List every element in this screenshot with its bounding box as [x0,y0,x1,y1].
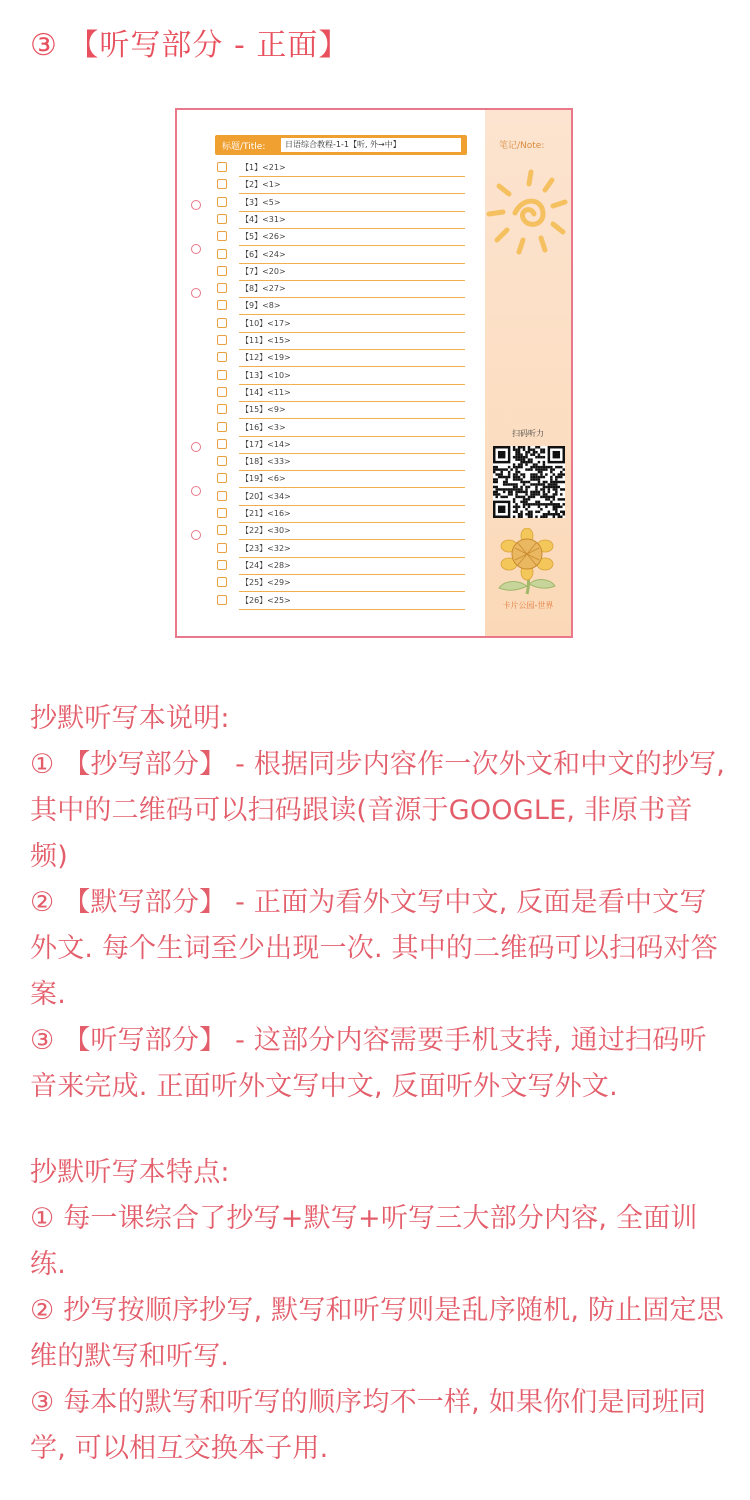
dictation-row [217,454,465,471]
row-checkbox[interactable] [217,491,227,501]
intro-title: 抄默听写本说明: [30,703,230,734]
dictation-row [217,541,465,558]
dictation-row [217,281,465,298]
worksheet-card [175,108,573,638]
row-checkbox[interactable] [217,179,227,189]
dictation-row [217,264,465,281]
row-label: 【6】<24> [241,249,286,259]
dictation-row [217,350,465,367]
row-label: 【11】<15> [241,336,291,345]
qr-caption: 扫码听力 [512,429,544,438]
binder-hole [191,530,201,540]
row-checkbox[interactable] [217,300,227,310]
dictation-row [217,229,465,246]
row-checkbox[interactable] [217,335,227,345]
row-label: 【3】<5> [241,197,281,207]
row-checkbox[interactable] [217,473,227,483]
dictation-row [217,506,465,523]
sunflower-icon [493,528,563,598]
dictation-row [217,523,465,540]
row-label: 【2】<1> [241,180,281,190]
brand-label: 卡片公园-世界 [502,601,554,610]
dictation-row [217,316,465,333]
dictation-row [217,402,465,419]
feature-item: ③ 每本的默写和听写的顺序均不一样, 如果你们是同班同学, 可以相互交换本子用. [30,1387,707,1464]
row-checkbox[interactable] [217,214,227,224]
row-label: 【10】<17> [241,318,291,328]
binder-hole [191,486,201,496]
row-checkbox[interactable] [217,595,227,605]
row-label: 【13】<10> [241,370,291,380]
dictation-row [217,212,465,229]
row-checkbox[interactable] [217,231,227,241]
description [30,696,730,1472]
section-heading: ③ 【听写部分 - 正面】 [30,28,350,63]
binder-hole [191,200,201,210]
dictation-row [217,368,465,385]
row-checkbox[interactable] [217,543,227,553]
spacer [30,1110,730,1150]
row-label: 【5】<26> [241,232,286,242]
row-checkbox[interactable] [217,577,227,587]
row-label: 【25】<29> [241,578,291,588]
dictation-row [217,575,465,592]
row-label: 【17】<14> [241,439,291,449]
intro-item: ② 【默写部分】 - 正面为看外文写中文, 反面是看中文写外文. 每个生词至少出现一次. 其中的二维码可以扫码对答案. [30,887,718,1010]
feature-item: ② 抄写按顺序抄写, 默写和听写则是乱序随机, 防止固定思维的默写和听写. [30,1295,724,1372]
dictation-row [217,471,465,488]
feature-title: 抄默听写本特点: [30,1157,230,1188]
dictation-row [217,558,465,575]
row-checkbox[interactable] [217,387,227,397]
dictation-row [217,420,465,437]
row-checkbox[interactable] [217,404,227,414]
binder-hole [191,244,201,254]
row-checkbox[interactable] [217,318,227,328]
intro-item: ① 【抄写部分】 - 根据同步内容作一次外文和中文的抄写, 其中的二维码可以扫码跟读(音源于GOOGLE, 非原书音频) [30,749,726,872]
row-checkbox[interactable] [217,508,227,518]
row-checkbox[interactable] [217,422,227,432]
row-label: 【8】<27> [241,284,286,294]
row-label: 【15】<9> [241,405,286,415]
row-label: 【16】<3> [241,422,286,432]
note-label: 笔记/Note: [499,141,545,151]
binder-hole [191,442,201,452]
title-value: 日语综合教程-1-1【听, 外→中】 [281,138,461,152]
dictation-row [217,437,465,454]
row-checkbox[interactable] [217,197,227,207]
dictation-row [217,177,465,194]
row-checkbox[interactable] [217,283,227,293]
row-checkbox[interactable] [217,249,227,259]
feature-item: ① 每一课综合了抄写+默写+听写三大部分内容, 全面训练. [30,1203,698,1280]
dictation-row [217,489,465,506]
intro-item: ③ 【听写部分】 - 这部分内容需要手机支持, 通过扫码听音来完成. 正面听外文写中文, 反面听外文写外文. [30,1025,707,1102]
row-write-line [239,609,465,610]
dictation-row [217,593,465,610]
row-label: 【18】<33> [241,457,291,467]
dictation-row [217,160,465,177]
row-label: 【22】<30> [241,526,291,536]
dictation-row [217,333,465,350]
row-label: 【21】<16> [241,509,291,518]
row-label: 【1】<21> [241,163,286,172]
row-label: 【12】<19> [241,353,291,363]
row-checkbox[interactable] [217,352,227,362]
row-label: 【7】<20> [241,266,286,276]
row-checkbox[interactable] [217,439,227,449]
row-label: 【20】<34> [241,491,291,501]
row-checkbox[interactable] [217,525,227,535]
title-bar [215,135,467,155]
row-checkbox[interactable] [217,370,227,380]
row-label: 【26】<25> [241,595,291,605]
sun-icon [485,166,571,266]
row-checkbox[interactable] [217,266,227,276]
dictation-row [217,385,465,402]
row-checkbox[interactable] [217,456,227,466]
binder-hole [191,288,201,298]
row-label: 【23】<32> [241,543,291,553]
row-label: 【4】<31> [241,214,286,224]
title-label: 标题/Title: [222,142,266,152]
row-label: 【19】<6> [241,474,286,484]
notes-sidebar [485,110,571,636]
row-checkbox[interactable] [217,162,227,172]
dictation-row [217,195,465,212]
dictation-row [217,298,465,315]
qr-code[interactable] [493,446,565,518]
dictation-row [217,247,465,264]
row-checkbox[interactable] [217,560,227,570]
row-label: 【9】<8> [241,301,281,311]
row-label: 【24】<28> [241,560,291,570]
row-label: 【14】<11> [241,387,291,397]
